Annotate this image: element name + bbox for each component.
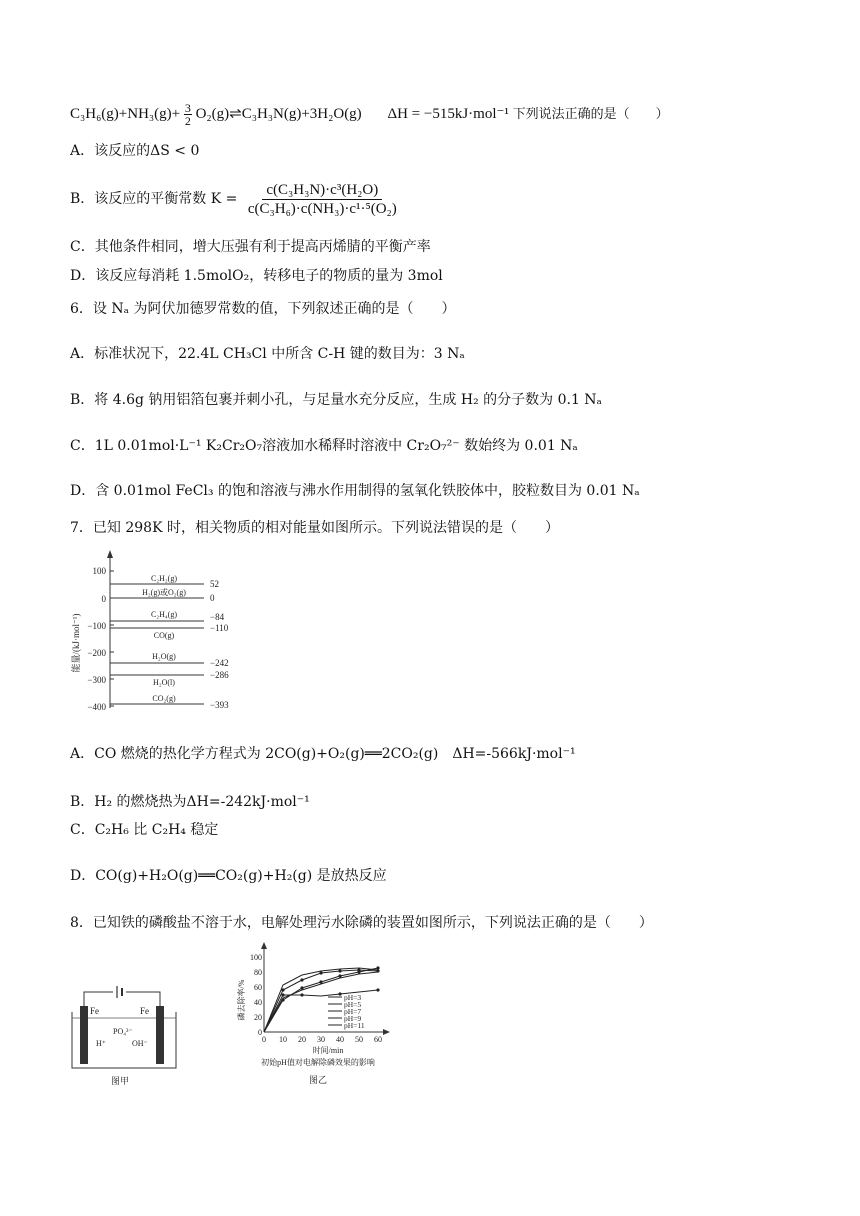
x-tick: 40 (336, 1035, 344, 1044)
q7-y-ticks (87, 566, 106, 712)
q7-tick: −100 (87, 621, 106, 631)
ion-label: OH⁻ (132, 1039, 148, 1048)
x-tick: 60 (374, 1035, 382, 1044)
x-tick: 20 (298, 1035, 306, 1044)
right-electrode (156, 1006, 164, 1064)
q5-frac-num: 3 (184, 101, 191, 115)
q5-stem: 下列说法正确的是（ ） (512, 106, 669, 122)
q5-option-d: D．该反应每消耗 1.5molO₂，转移电子的物质的量为 3mol (70, 268, 443, 284)
q5-equation: C₃H₆(g)+NH₃(g)+ (70, 105, 181, 122)
q7-option-a: A．CO 燃烧的热化学方程式为 2CO(g)+O₂(g)══2CO₂(g) ΔH=-566kJ·mol⁻¹ (70, 746, 576, 762)
data-point (338, 992, 341, 995)
q7-level-value: −393 (210, 700, 229, 710)
data-point (376, 988, 379, 991)
q7-tick: −400 (87, 702, 106, 712)
left-electrode (80, 1006, 88, 1064)
q7-tick: −300 (87, 675, 106, 685)
q5-option-c: C．其他条件相同，增大压强有利于提高丙烯腈的平衡产率 (70, 239, 431, 255)
data-point (319, 971, 322, 974)
left-electrode-label: Fe (90, 1006, 99, 1016)
q6-option-d: D．含 0.01mol FeCl₃ 的饱和溶液与沸水作用制得的氢氧化铁胶体中，胶粒数目为 0.01 Nₐ (70, 483, 640, 499)
q7-option-c: C．C₂H₆ 比 C₂H₄ 稳定 (70, 822, 219, 838)
q5-frac-den: 2 (184, 114, 191, 128)
q7-level-name: C₂H₄(g) (150, 610, 178, 619)
data-point (281, 988, 284, 991)
figure-b-x-label: 时间/min (312, 1046, 344, 1055)
legend-item: pH=7 (344, 1007, 362, 1016)
q7-level-name: C₂H₂(g) (150, 574, 178, 583)
q5-option-b-prefix: B．该反应的平衡常数 K = (70, 191, 238, 207)
q5-option-b-num: c(C₃H₃N)·c³(H₂O) (262, 181, 382, 200)
q7-level-value: −286 (210, 670, 229, 680)
q7-y-axis-label: 能量/(kJ·mol⁻¹) (71, 613, 81, 673)
figure-b-y-label: 磷去除率/% (237, 979, 246, 1021)
figure-b-legend (328, 993, 365, 1030)
data-point (338, 974, 341, 977)
q6-option-c: C．1L 0.01mol·L⁻¹ K₂Cr₂O₇溶液加水稀释时溶液中 Cr₂O₇²⁻ 数始终为 0.01 Nₐ (70, 438, 578, 454)
q6-option-a: A．标准状况下，22.4L CH₃Cl 中所含 C-H 键的数目为：3 Nₐ (70, 346, 465, 362)
q8-figure-b (232, 940, 400, 1090)
legend-item: pH=3 (344, 993, 362, 1002)
ion-label: H⁺ (96, 1039, 106, 1048)
y-tick: 0 (258, 1028, 262, 1037)
q6-stem: 6．设 Nₐ 为阿伏加德罗常数的值，下列叙述正确的是（ ） (70, 301, 456, 317)
figure-b-y-ticks (250, 953, 262, 1037)
q5-equation-line (70, 102, 669, 127)
q5-option-b-den: c(C₃H₆)·c(NH₃)·c¹·⁵(O₂) (247, 200, 397, 217)
q7-level-name: H₂(g)或O₂(g) (142, 588, 186, 597)
q7-level-name: H₂O(g) (152, 652, 176, 661)
ion-label: PO₄³⁻ (113, 1027, 133, 1036)
q7-energy-diagram (68, 548, 238, 718)
y-tick: 80 (254, 968, 262, 977)
q7-tick: 0 (101, 594, 106, 604)
figure-b-title: 初始pH值对电解除磷效果的影响 (261, 1058, 375, 1067)
q5-option-b (70, 177, 403, 221)
x-tick: 10 (279, 1035, 287, 1044)
q7-option-d: D．CO(g)+H₂O(g)══CO₂(g)+H₂(g) 是放热反应 (70, 868, 387, 884)
q5-option-a: A．该反应的ΔS < 0 (70, 143, 200, 159)
data-point (376, 966, 379, 969)
x-tick: 50 (355, 1035, 363, 1044)
q8-stem: 8．已知铁的磷酸盐不溶于水，电解处理污水除磷的装置如图所示，下列说法正确的是（ ） (70, 915, 653, 931)
q7-level-value: 0 (210, 593, 215, 603)
q7-level-value: 52 (210, 579, 219, 589)
q8-figure-a (68, 980, 188, 1088)
data-point (300, 993, 303, 996)
data-point (319, 980, 322, 983)
data-point (376, 969, 379, 972)
legend-item: pH=11 (344, 1021, 365, 1030)
q5-fraction (184, 102, 192, 127)
x-tick: 0 (262, 1035, 266, 1044)
data-point (300, 978, 303, 981)
q7-level-value: −110 (210, 623, 229, 633)
q7-tick: 100 (92, 566, 106, 576)
q7-level-name: CO₂(g) (152, 694, 176, 703)
right-electrode-label: Fe (140, 1006, 149, 1016)
q5-equation-2: O₂(g)⇌C₃H₃N(g)+3H₂O(g) (195, 105, 362, 122)
q7-option-b: B．H₂ 的燃烧热为ΔH=-242kJ·mol⁻¹ (70, 794, 310, 810)
q7-tick: −200 (87, 648, 106, 658)
legend-item: pH=5 (344, 1000, 362, 1009)
figure-b-caption: 图乙 (308, 1075, 328, 1085)
data-point (281, 993, 284, 996)
x-tick: 30 (317, 1035, 325, 1044)
data-point (357, 970, 360, 973)
q7-level-name: CO(g) (153, 631, 175, 640)
data-point (281, 998, 284, 1001)
data-point (300, 986, 303, 989)
q6-option-b: B．将 4.6g 钠用铝箔包裹并刺小孔，与足量水充分反应，生成 H₂ 的分子数为 0.1 Nₐ (70, 392, 602, 408)
q7-level-value: −84 (210, 612, 225, 622)
q5-option-b-fraction (244, 181, 401, 218)
q7-level-name: H₂O(l) (153, 678, 175, 687)
y-tick: 60 (254, 983, 262, 992)
figure-b-x-ticks (262, 1035, 382, 1044)
y-tick: 40 (254, 998, 262, 1007)
q7-level-value: −242 (210, 658, 229, 668)
y-tick: 100 (250, 953, 262, 962)
y-tick: 20 (254, 1013, 262, 1022)
q5-delta-h: ΔH = −515kJ·mol⁻¹ (387, 105, 509, 122)
figure-a-caption: 图甲 (110, 1076, 130, 1086)
data-point (338, 969, 341, 972)
q7-stem: 7．已知 298K 时，相关物质的相对能量如图所示。下列说法错误的是（ ） (70, 520, 559, 536)
legend-item: pH=9 (344, 1014, 362, 1023)
